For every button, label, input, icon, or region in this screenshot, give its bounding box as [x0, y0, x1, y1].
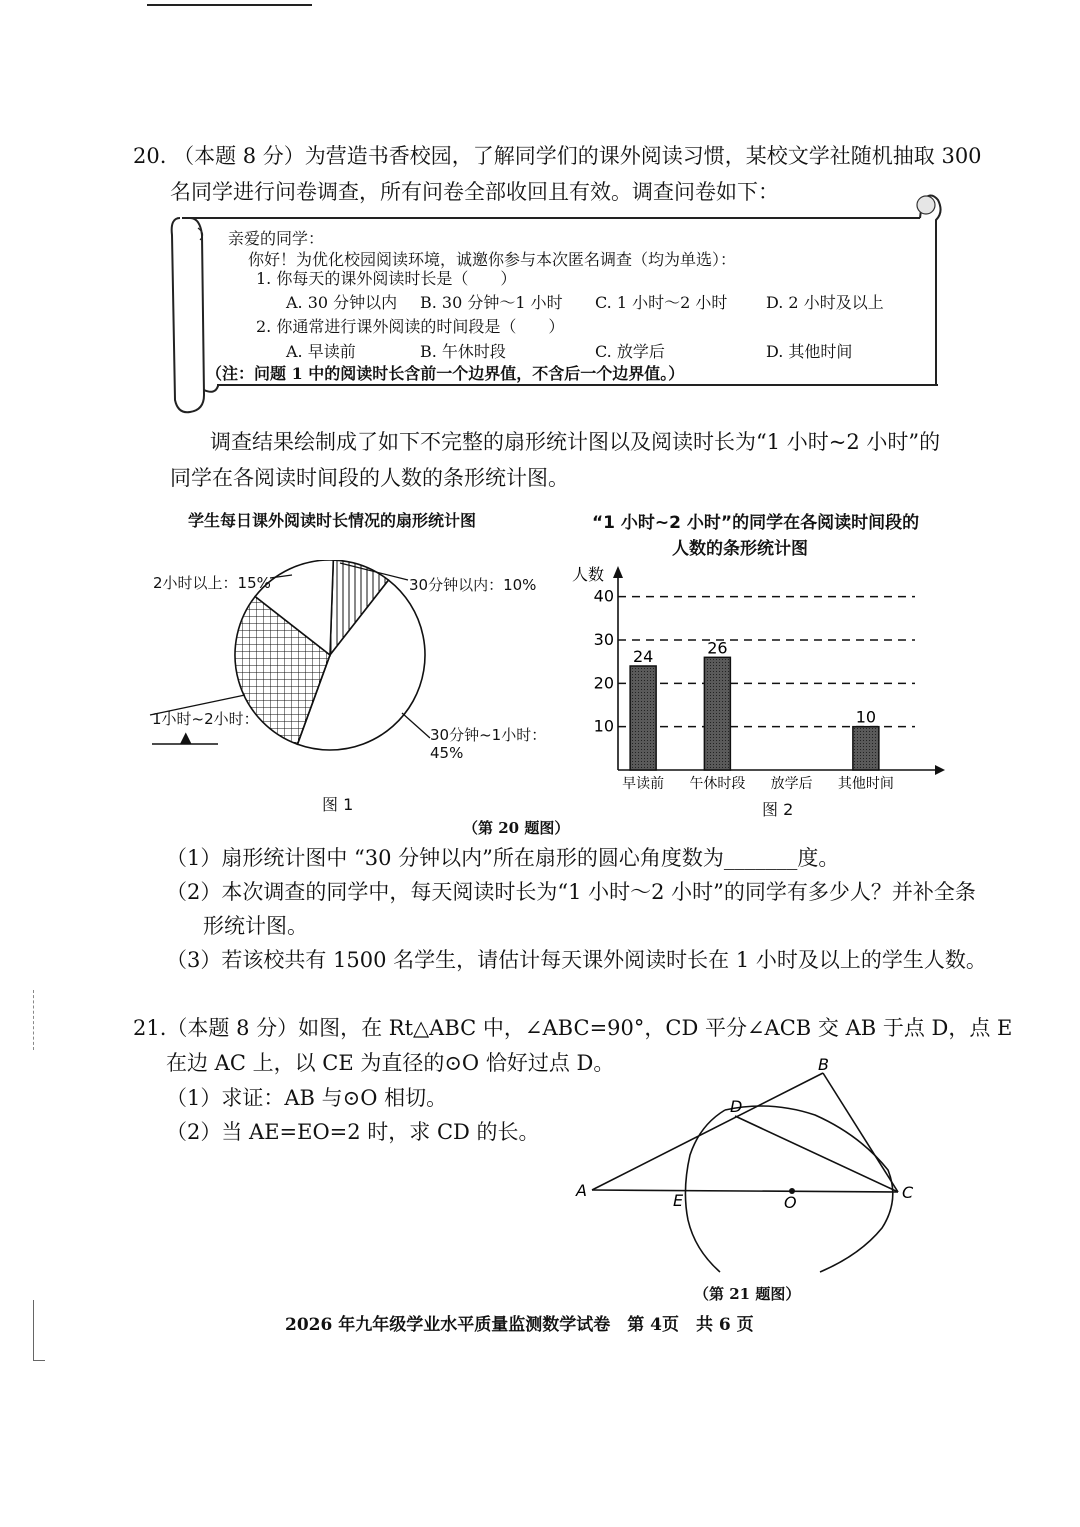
q21-line2: 在边 AC 上，以 CE 为直径的⊙O 恰好过点 D。 — [166, 1051, 615, 1075]
bar-y-tick: 20 — [593, 673, 614, 693]
label-d: D — [730, 1097, 743, 1116]
pie-label-2h — [153, 572, 271, 593]
q21-line1: 21.（本题 8 分）如图，在 Rt△ABC 中，∠ABC=90°，CD 平分∠ACB 交 AB 于点 D，点 E — [133, 1016, 1013, 1040]
q20-result-line2: 同学在各阅读时间段的人数的条形统计图。 — [170, 466, 569, 490]
pie-label-30to60-value: 45% — [430, 744, 464, 762]
bar-chart — [560, 560, 950, 800]
q20-sub1: （1）扇形统计图中 “30 分钟以内”所在扇形的圆心角度数为_______度。 — [166, 846, 840, 870]
top-rule — [147, 4, 312, 6]
survey-greeting: 亲爱的同学： — [228, 229, 325, 248]
bar-y-arrow — [613, 566, 623, 578]
bar-y-label: 人数 — [572, 565, 605, 584]
geometry-figure — [570, 1050, 930, 1280]
label-c: C — [902, 1183, 914, 1202]
bar-category-label: 午休时段 — [689, 776, 746, 792]
pie-label-30min — [409, 574, 536, 595]
pie-label-1to2h: 1小时~2小时： — [152, 710, 259, 728]
margin-mark-lower — [33, 1300, 34, 1360]
pie-label-1to2h-value: ▲ — [180, 728, 192, 746]
label-o: O — [784, 1193, 797, 1212]
bar-figure-label: 图 2 — [762, 800, 794, 819]
survey-q1-option-c: C. 1 小时～2 小时 — [595, 293, 728, 312]
page-footer: 2026 年九年级学业水平质量监测数学试卷 第 4页 共 6 页 — [285, 1315, 754, 1335]
survey-q1-option-d: D. 2 小时及以上 — [766, 293, 884, 312]
bar-value-label: 24 — [632, 647, 654, 666]
label-b: B — [818, 1055, 829, 1074]
q20-line2: 名同学进行问卷调查，所有问卷全部收回且有效。调查问卷如下： — [170, 180, 779, 204]
bar-0 — [630, 666, 656, 770]
bar-value-label: 26 — [707, 638, 728, 658]
pie-chart-title: 学生每日课外阅读时长情况的扇形统计图 — [188, 511, 477, 530]
pie-figure-label: 图 1 — [322, 795, 354, 814]
pie-chart — [130, 560, 570, 810]
margin-mark-tick — [33, 1360, 45, 1361]
bar-value-label: 10 — [855, 707, 877, 727]
pie-leader-line — [402, 713, 430, 738]
bar-x-arrow — [935, 765, 945, 775]
bar-chart-title-line2: 人数的条形统计图 — [672, 539, 808, 559]
survey-note: （注：问题 1 中的阅读时长含前一个边界值，不含后一个边界值。） — [206, 364, 685, 383]
q21-sub2: （2）当 AE=EO=2 时，求 CD 的长。 — [166, 1120, 540, 1144]
bar-chart-title-line1: “1 小时~2 小时”的同学在各阅读时间段的 — [592, 513, 920, 533]
label-a: A — [576, 1181, 587, 1200]
q20-figure-caption: （第 20 题图） — [463, 819, 570, 837]
pie-label-30min-text: 30分钟以内： — [409, 576, 504, 594]
survey-intro: 你好！为优化校园阅读环境，诚邀你参与本次匿名调查（均为单选）： — [248, 250, 737, 269]
survey-q1-option-a: A. 30 分钟以内 — [286, 293, 398, 312]
survey-q1-option-b: B. 30 分钟～1 小时 — [420, 293, 563, 312]
bar-3 — [853, 727, 879, 770]
survey-q1: 1. 你每天的课外阅读时长是（ ） — [256, 269, 517, 288]
q20-line1: 20. （本题 8 分）为营造书香校园，了解同学们的课外阅读习惯，某校文学社随机抽取 300 — [133, 144, 982, 168]
q20-sub3: （3）若该校共有 1500 名学生，请估计每天课外阅读时长在 1 小时及以上的学生人数。 — [166, 948, 987, 972]
segment-ab — [592, 1073, 823, 1190]
q20-sub2-line1: （2）本次调查的同学中，每天阅读时长为“1 小时～2 小时”的同学有多少人？并补全条 — [166, 880, 976, 904]
segment-ac — [592, 1190, 898, 1192]
bar-y-tick: 40 — [593, 586, 614, 606]
bar-y-tick: 30 — [593, 630, 614, 649]
pie-label-2h-value: 15% — [237, 574, 271, 592]
survey-q2-option-c: C. 放学后 — [595, 342, 665, 361]
q20-sub2-line2: 形统计图。 — [203, 914, 308, 938]
q20-result-line1: 调查结果绘制成了如下不完整的扇形统计图以及阅读时长为“1 小时~2 小时”的 — [210, 430, 941, 454]
survey-q2-option-a: A. 早读前 — [286, 342, 356, 361]
q21-sub1: （1）求证：AB 与⊙O 相切。 — [166, 1086, 448, 1110]
bar-category-label: 其他时间 — [837, 776, 894, 792]
pie-label-2h-text: 2小时以上： — [153, 574, 238, 592]
pie-label-30min-value: 10% — [503, 576, 537, 594]
pie-label-30to60: 30分钟~1小时： — [430, 726, 547, 744]
bar-y-tick: 10 — [593, 716, 614, 736]
survey-q2: 2. 你通常进行课外阅读的时间段是（ ） — [256, 317, 565, 336]
survey-q2-option-d: D. 其他时间 — [766, 342, 853, 361]
bar-category-label: 放学后 — [770, 776, 813, 792]
survey-q2-option-b: B. 午休时段 — [420, 342, 506, 361]
circle-o — [725, 1106, 893, 1272]
margin-mark — [33, 990, 35, 1050]
label-e: E — [673, 1191, 684, 1210]
bar-category-label: 早读前 — [622, 776, 665, 792]
bar-1 — [704, 657, 730, 770]
q21-figure-caption: （第 21 题图） — [694, 1285, 801, 1303]
